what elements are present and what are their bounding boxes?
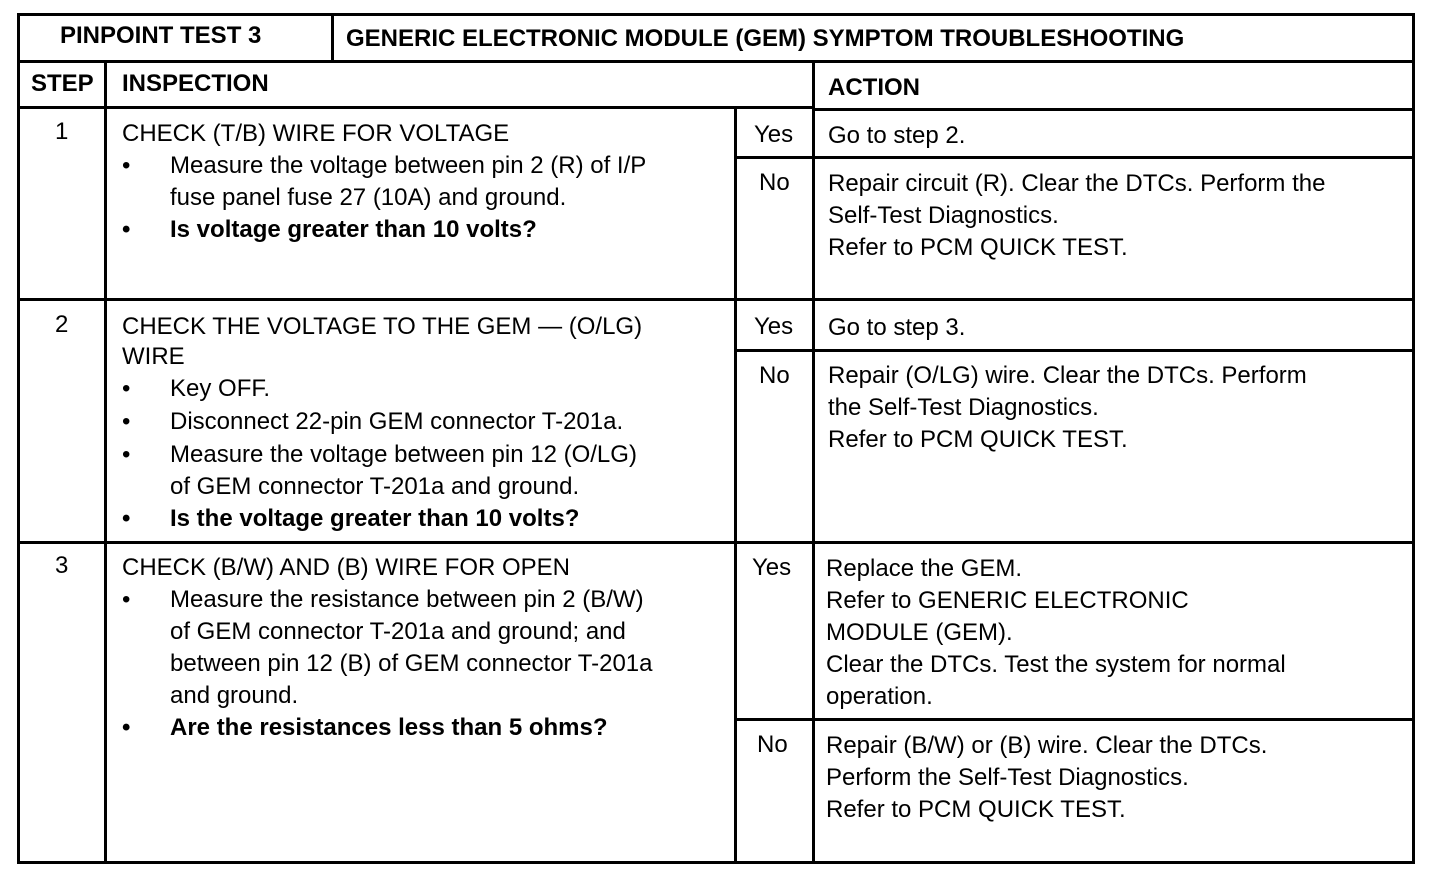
no-label: No [759,362,790,389]
column-heading-step: STEP [31,70,94,97]
step-column-divider [104,60,107,864]
no-action-line: Refer to PCM QUICK TEST. [826,796,1126,823]
yes-action-line: Go to step 2. [828,122,966,149]
inspection-item: Disconnect 22-pin GEM connector T-201a. [170,408,624,435]
no-action-line: the Self-Test Diagnostics. [828,394,1099,421]
bullet-icon: • [122,216,131,243]
column-heading-action: ACTION [828,74,920,101]
inspection-question: Is voltage greater than 10 volts? [170,216,537,243]
header-divider [331,13,334,63]
bullet-icon: • [122,152,131,179]
step-3-yes-no-rule [734,718,1415,721]
inspection-item: between pin 12 (B) of GEM connector T-201a [170,650,653,677]
inspection-item: and ground. [170,682,299,709]
bullet-icon: • [122,714,131,741]
no-action-line: Repair circuit (R). Clear the DTCs. Perform the [828,170,1326,197]
step-number: 3 [55,552,69,579]
yes-action-line: Replace the GEM. [826,555,1023,582]
step-2-bottom-rule [17,541,1415,544]
step-1-bottom-rule [17,298,1415,301]
inspection-item: Measure the resistance between pin 2 (B/W) [170,586,644,613]
table-border-bottom [17,861,1415,864]
action-column-divider [812,60,815,864]
column-heading-rule-right [812,108,1415,111]
yes-no-column-divider [734,106,737,864]
yes-action-line: MODULE (GEM). [826,619,1013,646]
table-border-top [17,13,1415,16]
header-rule [17,60,1415,63]
yes-action-line: Go to step 3. [828,314,966,341]
step-heading: CHECK (B/W) AND (B) WIRE FOR OPEN [122,554,571,581]
bullet-icon: • [122,375,131,402]
inspection-item: of GEM connector T-201a and ground. [170,473,580,500]
step-number: 1 [55,118,69,145]
yes-action-line: Clear the DTCs. Test the system for normal [826,651,1286,678]
inspection-question: Are the resistances less than 5 ohms? [170,714,608,741]
bullet-icon: • [122,408,131,435]
inspection-item: of GEM connector T-201a and ground; and [170,618,626,645]
inspection-item: Measure the voltage between pin 2 (R) of I/P [170,152,647,179]
yes-label: Yes [754,313,794,340]
no-label: No [757,731,788,758]
yes-action-line: Refer to GENERIC ELECTRONIC [826,587,1189,614]
table-border-left [17,13,20,864]
bullet-icon: • [122,586,131,613]
step-heading: CHECK (T/B) WIRE FOR VOLTAGE [122,120,510,147]
no-action-line: Refer to PCM QUICK TEST. [828,426,1128,453]
column-heading-rule-left [17,106,814,109]
bullet-icon: • [122,505,131,532]
step-heading: WIRE [122,343,185,370]
step-number: 2 [55,311,69,338]
step-2-yes-no-rule [734,349,1415,352]
no-action-line: Refer to PCM QUICK TEST. [828,234,1128,261]
inspection-item: Key OFF. [170,375,271,402]
yes-label: Yes [752,554,792,581]
no-label: No [759,169,790,196]
no-action-line: Perform the Self-Test Diagnostics. [826,764,1189,791]
inspection-question: Is the voltage greater than 10 volts? [170,505,580,532]
bullet-icon: • [122,441,131,468]
no-action-line: Repair (B/W) or (B) wire. Clear the DTCs. [826,732,1268,759]
yes-action-line: operation. [826,683,933,710]
inspection-item: fuse panel fuse 27 (10A) and ground. [170,184,567,211]
no-action-line: Self-Test Diagnostics. [828,202,1059,229]
inspection-item: Measure the voltage between pin 12 (O/LG) [170,441,637,468]
table-border-right [1412,13,1415,864]
step-1-yes-no-rule [734,156,1415,159]
step-heading: CHECK THE VOLTAGE TO THE GEM — (O/LG) [122,313,643,340]
yes-label: Yes [754,121,794,148]
page-title: GENERIC ELECTRONIC MODULE (GEM) SYMPTOM TROUBLESHOOTING [346,25,1185,52]
pinpoint-test-label: PINPOINT TEST 3 [60,22,262,49]
column-heading-inspection: INSPECTION [122,70,269,97]
no-action-line: Repair (O/LG) wire. Clear the DTCs. Perform [828,362,1307,389]
